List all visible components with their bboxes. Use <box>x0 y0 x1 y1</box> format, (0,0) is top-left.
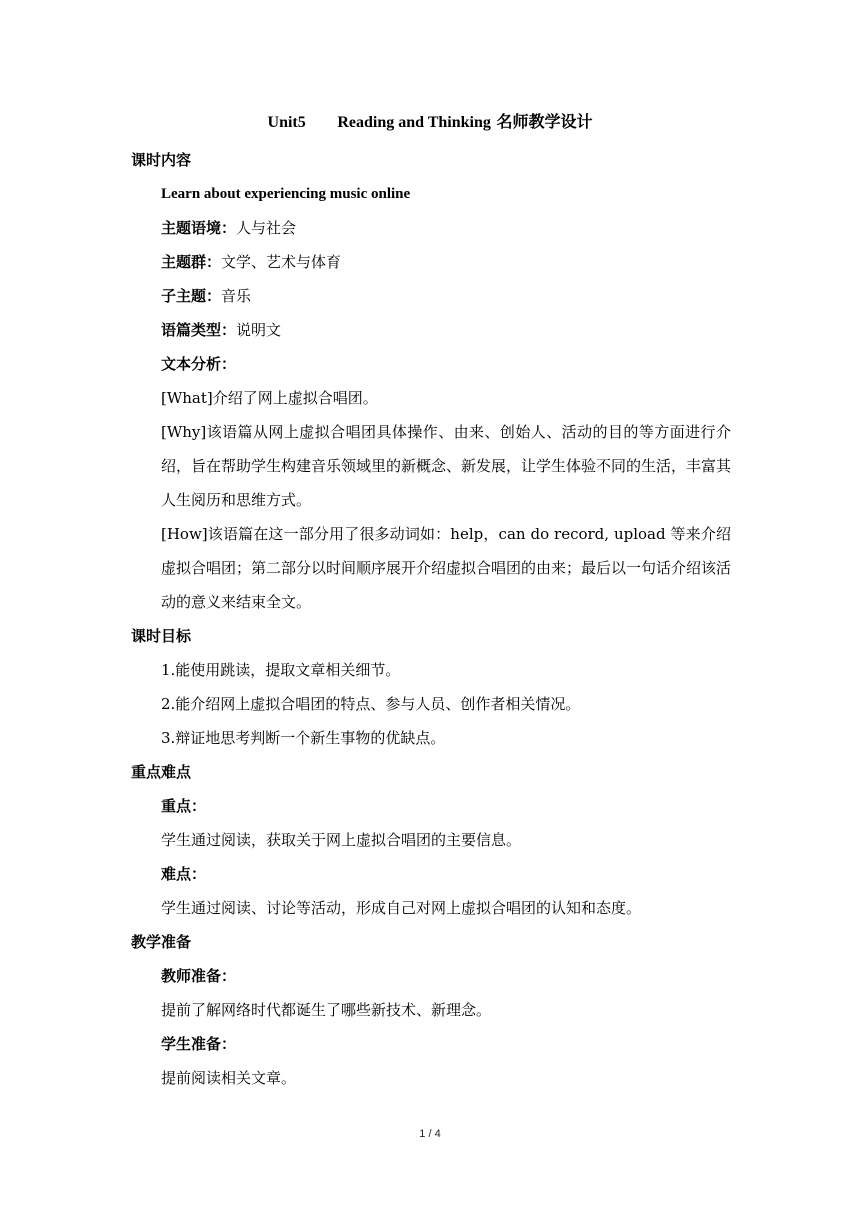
key-point-text: 学生通过阅读，获取关于网上虚拟合唱团的主要信息。 <box>161 831 522 849</box>
objective-item: 1.能使用跳读，提取文章相关细节。 <box>161 661 401 679</box>
student-prep-text: 提前阅读相关文章。 <box>161 1069 297 1087</box>
document-body <box>131 143 731 1095</box>
section-heading-key-points: 重点难点 <box>131 763 192 781</box>
text-type-label: 语篇类型： <box>161 321 237 339</box>
theme-group-label: 主题群： <box>161 253 222 271</box>
theme-group-row <box>131 245 731 279</box>
analysis-why: [Why]该语篇从网上虚拟合唱团具体操作、由来、创始人、活动的目的等方面进行介绍，旨在帮助学生构建音乐领域里的新概念、新发展，让学生体验不同的生活，丰富其人生阅历和思维方式。 <box>161 423 732 509</box>
difficult-point-label: 难点： <box>161 865 207 883</box>
title-topic: Reading and Thinking <box>337 114 491 131</box>
teacher-prep-text: 提前了解网络时代都诞生了哪些新技术、新理念。 <box>161 1001 492 1019</box>
theme-context-row <box>131 211 731 245</box>
page-number: 1 / 4 <box>419 1128 441 1140</box>
sub-theme-value: 音乐 <box>221 287 252 305</box>
title-unit: Unit5 <box>267 114 306 131</box>
theme-context-label: 主题语境： <box>161 219 237 237</box>
objective-item: 3.辩证地思考判断一个新生事物的优缺点。 <box>161 729 446 747</box>
key-point-label: 重点： <box>161 797 207 815</box>
title-suffix: 名师教学设计 <box>496 112 593 131</box>
section-heading-objectives: 课时目标 <box>131 627 192 645</box>
content-subtitle: Learn about experiencing music online <box>161 186 411 202</box>
text-type-value: 说明文 <box>236 321 282 339</box>
text-type-row <box>131 313 731 347</box>
analysis-label: 文本分析： <box>161 355 237 373</box>
analysis-how: [How]该语篇在这一部分用了很多动词如：help，can do record, upload 等来介绍虚拟合唱团；第二部分以时间顺序展开介绍虚拟合唱团的由来；最后以一句话介绍该活动的意义来结束全文。 <box>161 525 732 611</box>
teacher-prep-label: 教师准备： <box>161 967 237 985</box>
section-heading-preparation: 教学准备 <box>131 933 192 951</box>
sub-theme-label: 子主题： <box>161 287 222 305</box>
analysis-what: [What]介绍了网上虚拟合唱团。 <box>161 389 378 407</box>
objective-item: 2.能介绍网上虚拟合唱团的特点、参与人员、创作者相关情况。 <box>161 695 581 713</box>
sub-theme-row <box>131 279 731 313</box>
student-prep-label: 学生准备： <box>161 1035 237 1053</box>
section-heading-content: 课时内容 <box>131 151 192 169</box>
document-title <box>0 110 860 135</box>
difficult-point-text: 学生通过阅读、讨论等活动，形成自己对网上虚拟合唱团的认知和态度。 <box>161 899 642 917</box>
theme-group-value: 文学、艺术与体育 <box>221 253 342 271</box>
theme-context-value: 人与社会 <box>236 219 297 237</box>
